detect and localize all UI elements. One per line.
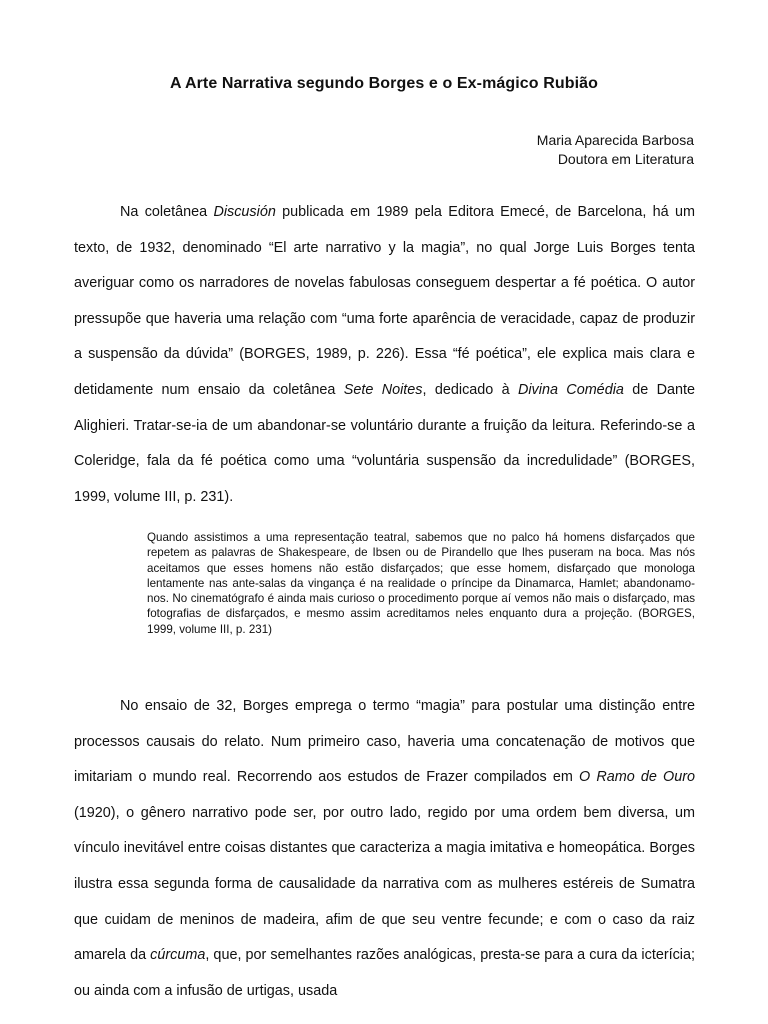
block-quote: Quando assistimos a uma representação teatral, sabemos que no palco há homens disfarçados que repetem as palavras de Shakespeare, de Ibsen ou de Pirandello que lhes puseram na boca. Mas nós aceitamos que esses homens não estão disfarçados; que esse homem, disfarçado que monologa lentamente nas ante-salas da vingança é na realidade o príncipe da Dinamarca, Hamlet; abandonamo-nos. No cinematógrafo é ainda mais curioso o procedimento porque aí vemos não mais o disfarçado, mas fotografias de disfarçados, e mesmo assim acreditamos neles enquanto dura a projeção. (BORGES, 1999, volume III, p. 231): [147, 531, 695, 636]
paragraph-2: [74, 689, 695, 1009]
term-curcuma: cúrcuma: [150, 947, 206, 964]
paragraph-1-text-d: de Dante Alighieri. Tratar-se-ia de um abandonar-se voluntário durante a fruição da leitura. Referindo-se a Coleridge, fala da fé poética como uma “voluntária suspensão da incredulidade” (BORGES, 1999, volume III, p. 231).: [74, 381, 696, 505]
paragraph-2-text-a: No ensaio de 32, Borges emprega o termo “magia” para postular uma distinção entre processos causais do relato. Num primeiro caso, haveria uma concatenação de motivos que imitariam o mundo real. Recorrendo aos estudos de Frazer compilados em: [74, 698, 695, 786]
paragraph-2-text-c: , que, por semelhantes razões analógicas, presta-se para a cura da icterícia; ou ainda com a infusão de urtigas, usada: [74, 947, 696, 999]
book-title-ramo-de-ouro: O Ramo de Ouro: [579, 769, 695, 786]
paragraph-1-text-b: publicada em 1989 pela Editora Emecé, de Barcelona, há um texto, de 1932, denominado “El arte narrativo y la magia”, no qual Jorge Luis Borges tenta averiguar como os narradores de novelas fabulosas conseguem despertar a fé poética. O autor pressupõe que haveria uma relação com “uma forte aparência de veracidade, capaz de produzir a suspensão da dúvida” (BORGES, 1989, p. 226). Essa “fé poética”, ele explica mais clara e detidamente num ensaio da coletânea: [74, 204, 695, 398]
author-name: Maria Aparecida Barbosa: [536, 132, 694, 148]
document-title: A Arte Narrativa segundo Borges e o Ex-mágico Rubião: [169, 75, 599, 92]
author-block: [537, 131, 694, 169]
book-title-discusion: Discusión: [213, 204, 276, 220]
paragraph-1-text-a: Na coletânea: [120, 204, 214, 220]
book-title-sete-noites: Sete Noites: [343, 381, 423, 398]
book-title-divina-comedia: Divina Comédia: [517, 381, 624, 398]
paragraph-1: [74, 195, 695, 515]
paragraph-1-text-c: , dedicado à: [422, 381, 518, 398]
author-role: Doutora em Literatura: [557, 151, 694, 167]
paragraph-2-text-b: (1920), o gênero narrativo pode ser, por outro lado, regido por uma ordem bem diversa, um vínculo inevitável entre coisas distantes que caracteriza a magia imitativa e homeopática. Borges ilustra essa segunda forma de causalidade da narrativa com as mulheres estéreis de Sumatra que cuidam de meninos de madeira, afim de que seu ventre fecunde; e com o caso da raiz amarela da: [74, 804, 695, 964]
